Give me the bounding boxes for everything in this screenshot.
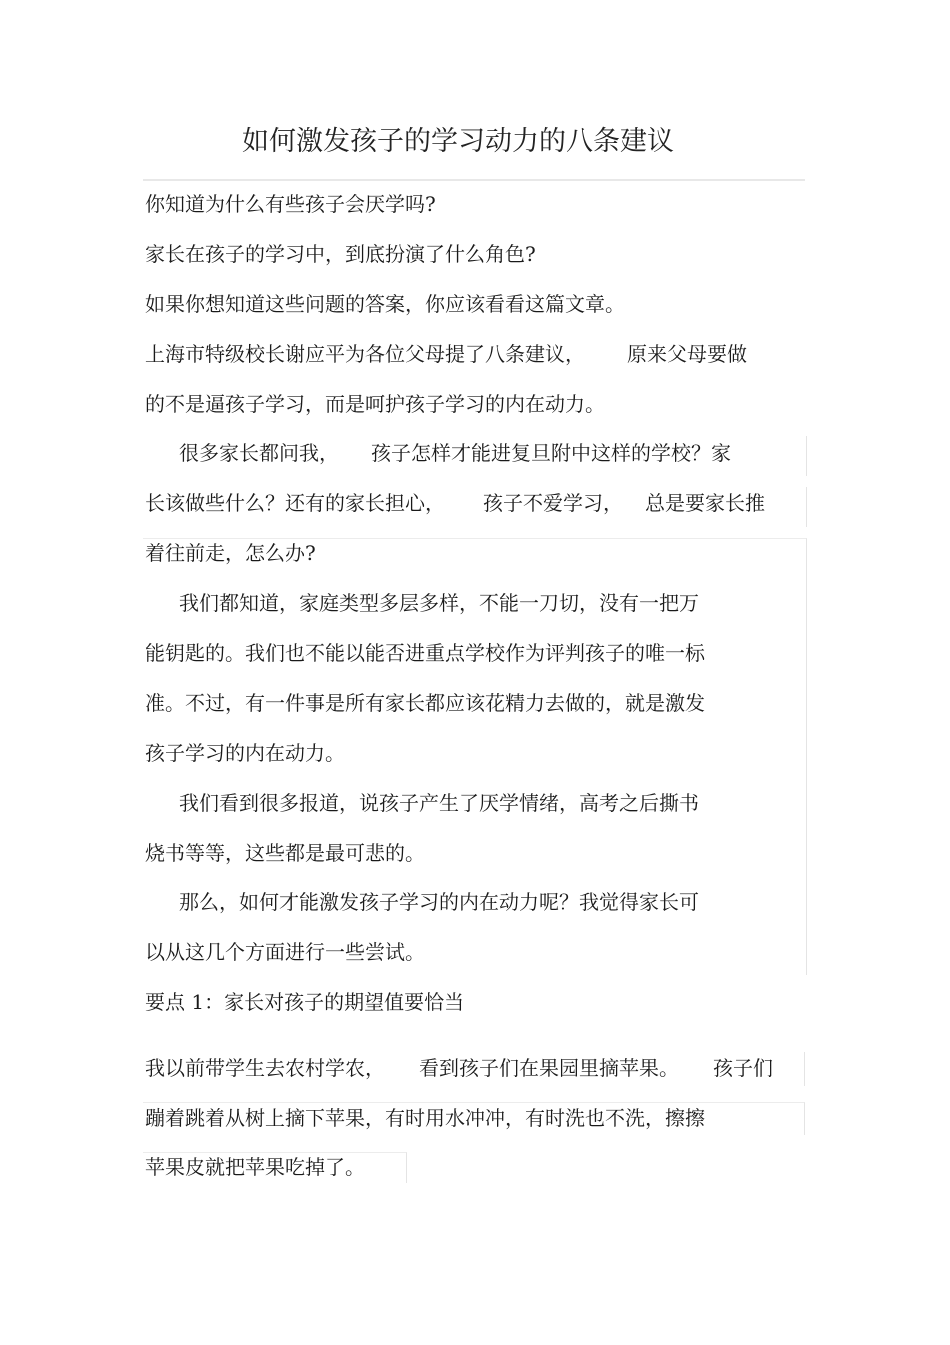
paragraph-line: 如果你想知道这些问题的答案，你应该看看这篇文章。 [145, 292, 625, 316]
section-heading: 要点 1：家长对孩子的期望值要恰当 [145, 990, 465, 1014]
paragraph-segment: 长该做些什么？还有的家长担心， [145, 491, 445, 515]
paragraph-segment: 看到孩子们在果园里摘苹果。 [419, 1056, 679, 1080]
paragraph-line: 着往前走，怎么办? [145, 541, 316, 565]
paragraph-line [145, 488, 765, 518]
paragraph-segment: 孩子怎样才能进复旦附中这样的学校？家 [371, 441, 731, 465]
title-divider [143, 179, 805, 181]
paragraph-line: 准。不过，有一件事是所有家长都应该花精力去做的，就是激发 [145, 691, 705, 715]
paragraph-line: 我们看到很多报道，说孩子产生了厌学情绪，高考之后撕书 [179, 791, 699, 815]
paragraph-line: 你知道为什么有些孩子会厌学吗? [145, 192, 436, 216]
paragraph-line: 家长在孩子的学习中，到底扮演了什么角色? [145, 242, 536, 266]
paragraph-segment: 我以前带学生去农村学农， [145, 1056, 385, 1080]
paragraph-line: 烧书等等，这些都是最可悲的。 [145, 841, 425, 865]
paragraph-segment: 孩子不爱学习， [483, 491, 623, 515]
paragraph-line: 的不是逼孩子学习，而是呵护孩子学习的内在动力。 [145, 392, 605, 416]
paragraph-line [145, 1053, 773, 1083]
paragraph-segment: 很多家长都问我， [179, 441, 339, 465]
paragraph-segment: 总是要家长推 [645, 491, 765, 515]
paragraph-line [179, 438, 731, 468]
paragraph-segment: 原来父母要做 [627, 342, 747, 366]
paragraph-line: 我们都知道，家庭类型多层多样，不能一刀切，没有一把万 [179, 591, 699, 615]
paragraph-segment: 上海市特级校长谢应平为各位父母提了八条建议， [145, 342, 585, 366]
paragraph-line: 蹦着跳着从树上摘下苹果，有时用水冲冲，有时洗也不洗，擦擦 [145, 1106, 705, 1130]
paragraph-line: 那么，如何才能激发孩子学习的内在动力呢？我觉得家长可 [179, 890, 699, 914]
document-title: 如何激发孩子的学习动力的八条建议 [242, 126, 674, 157]
paragraph-line [145, 339, 747, 369]
paragraph-line: 孩子学习的内在动力。 [145, 741, 345, 765]
paragraph-line: 以从这几个方面进行一些尝试。 [145, 940, 425, 964]
paragraph-segment: 孩子们 [713, 1056, 773, 1080]
paragraph-line: 苹果皮就把苹果吃掉了。 [145, 1155, 365, 1179]
paragraph-line: 能钥匙的。我们也不能以能否进重点学校作为评判孩子的唯一标 [145, 641, 705, 665]
